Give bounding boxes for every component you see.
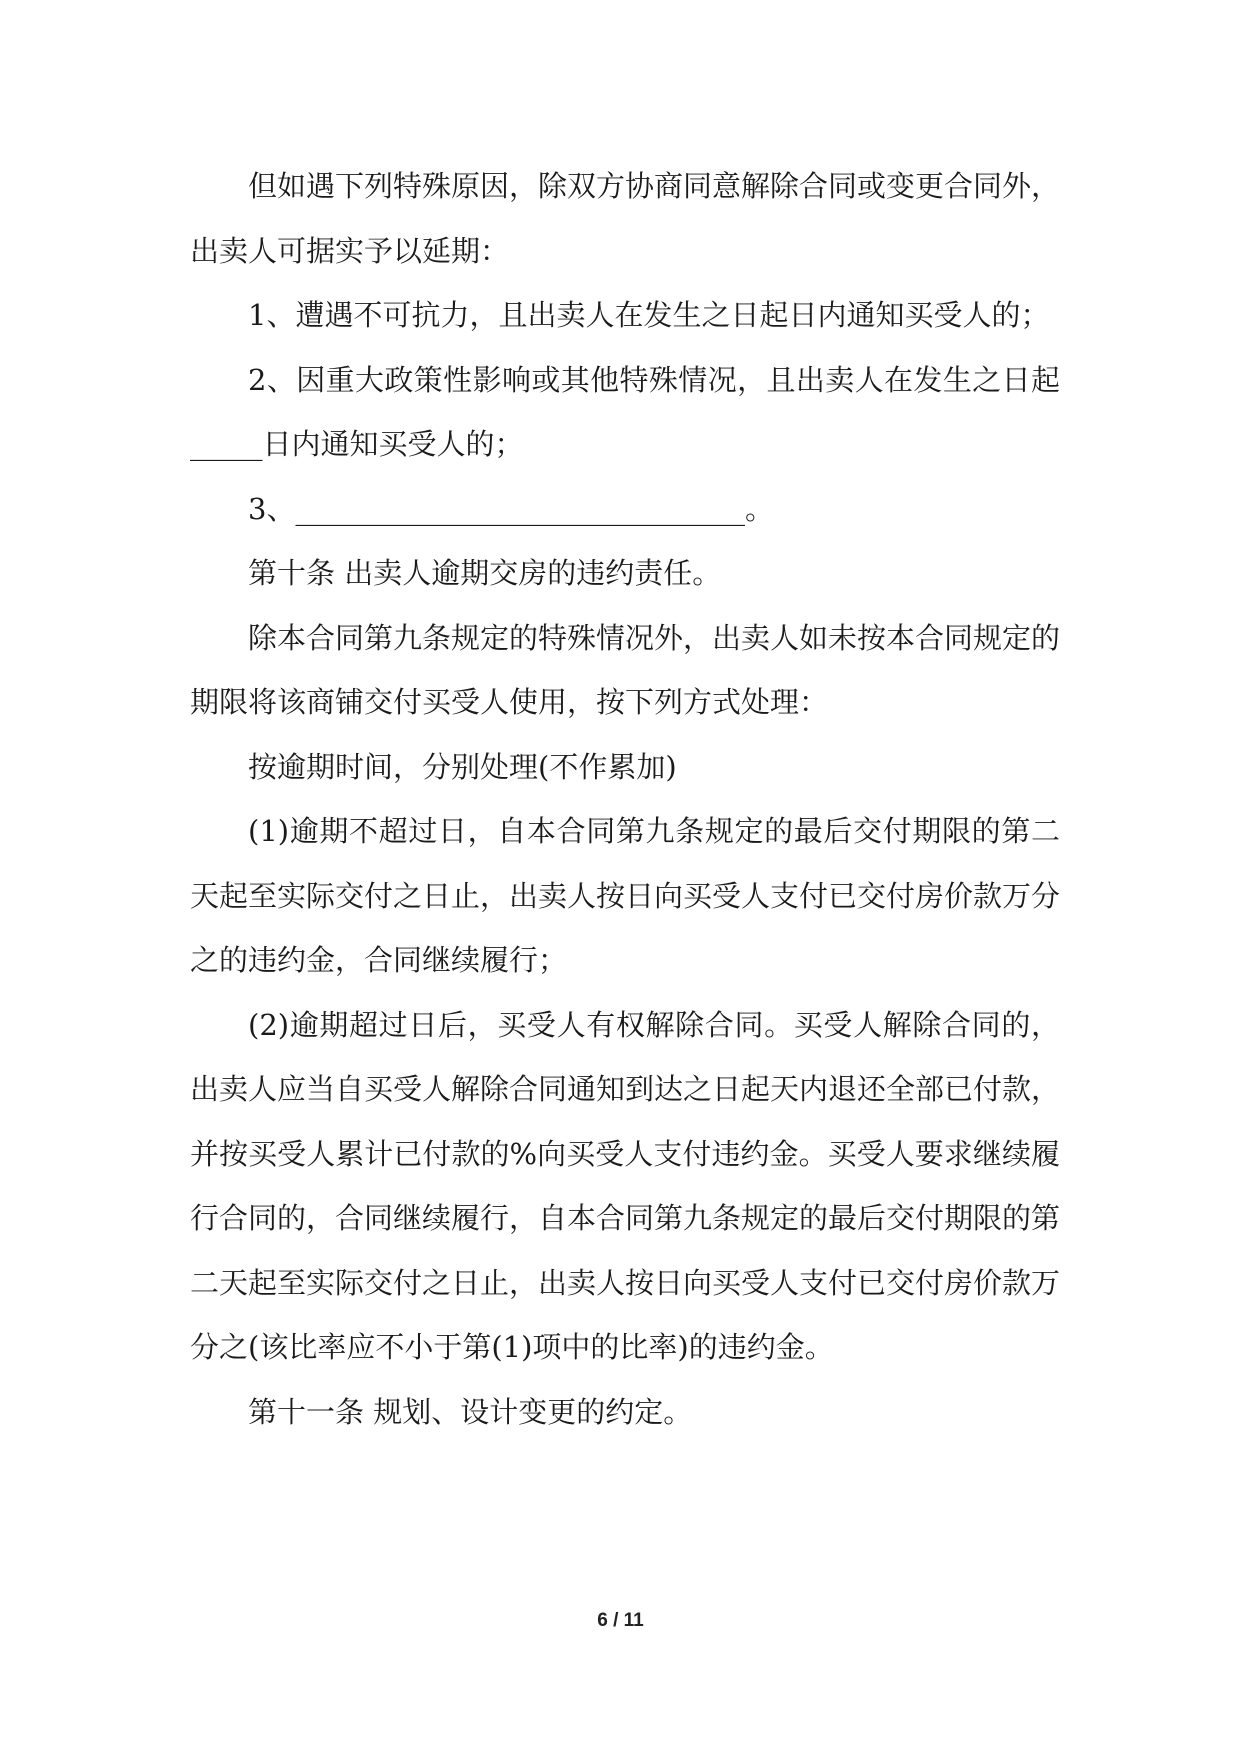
- paragraph-item-1: 1、遭遇不可抗力，且出卖人在发生之日起日内通知买受人的；: [248, 298, 1050, 332]
- paragraph-item-2: 2、因重大政策性影响或其他特殊情况，且出卖人在发生之日起_____日内通知买受人的；: [190, 362, 1060, 461]
- paragraph-item-3: 3、_______________________________。: [248, 491, 774, 526]
- paragraph-clause-1: (1)逾期不超过日，自本合同第九条规定的最后交付期限的第二天起至实际交付之日止，出卖人按日向买受人支付已交付房价款万分之的违约金，合同继续履行；: [190, 814, 1061, 977]
- paragraph-delay-conditions: 但如遇下列特殊原因，除双方协商同意解除合同或变更合同外，出卖人可据实予以延期：: [190, 169, 1061, 268]
- article-11-heading: 第十一条 规划、设计变更的约定。: [248, 1394, 693, 1429]
- paragraph-article-10-intro: 除本合同第九条规定的特殊情况外，出卖人如未按本合同规定的期限将该商铺交付买受人使用，按下列方式处理：: [190, 620, 1061, 719]
- paragraph-overdue-handling: 按逾期时间，分别处理(不作累加): [248, 749, 677, 784]
- document-body: [190, 154, 1060, 1444]
- paragraph-clause-2: (2)逾期超过日后，买受人有权解除合同。买受人解除合同的，出卖人应当自买受人解除合同通知到达之日起天内退还全部已付款，并按买受人累计已付款的%向买受人支付违约金。买受人要求继续履行合同的，合同继续履行，自本合同第九条规定的最后交付期限的第二天起至实际交付之日止，出卖人按日向买受人支付已交付房价款万分之(该比率应不小于第(1)项中的比率)的违约金。: [190, 1007, 1061, 1364]
- page-number: 6 / 11: [597, 1610, 644, 1631]
- article-10-heading: 第十条 出卖人逾期交房的违约责任。: [248, 556, 722, 590]
